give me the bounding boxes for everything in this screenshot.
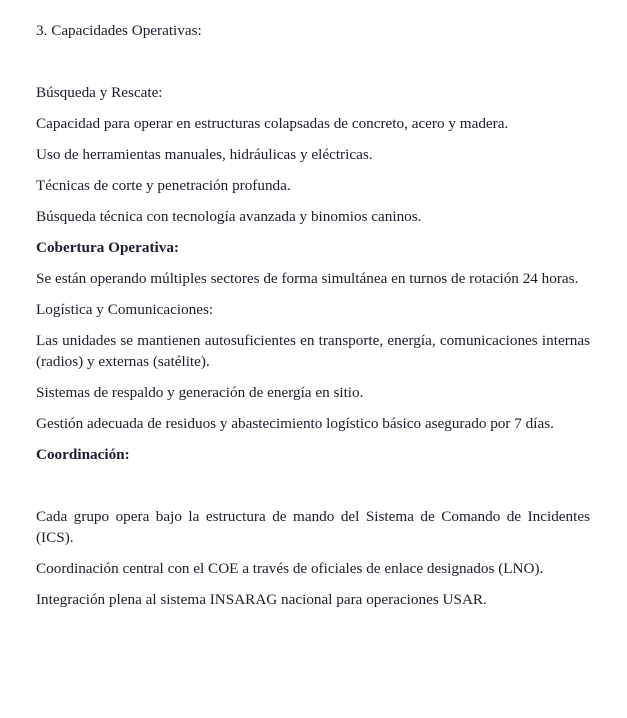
paragraph-coordinacion-coe-lno: Coordinación central con el COE a través de oficiales de enlace designados (LNO). [36,560,544,577]
paragraph-estructura-mando-ics: Cada grupo opera bajo la estructura de mando del Sistema de Comando de Incidentes (ICS). [36,508,590,546]
paragraph-unidades-autosuficientes: Las unidades se mantienen autosuficientes en transporte, energía, comunicaciones internas (radios) y externas (satélite). [36,332,590,370]
paragraph-uso-herramientas: Uso de herramientas manuales, hidráulicas y eléctricas. [36,146,373,163]
paragraph-subheading-logistica-comunicaciones: Logística y Comunicaciones: [36,301,214,318]
document-body [36,20,590,610]
paragraph-sistemas-respaldo: Sistemas de respaldo y generación de energía en sitio. [36,384,364,401]
paragraph-subheading-busqueda-rescate: Búsqueda y Rescate: [36,84,163,101]
paragraph-gestion-residuos: Gestión adecuada de residuos y abastecimiento logístico básico asegurado por 7 días. [36,415,554,432]
paragraph-heading-cobertura-operativa: Cobertura Operativa: [36,239,179,256]
paragraph-integracion-insarag-usar: Integración plena al sistema INSARAG nacional para operaciones USAR. [36,591,487,608]
paragraph-capacidad-estructuras: Capacidad para operar en estructuras colapsadas de concreto, acero y madera. [36,115,509,132]
paragraph-tecnicas-corte: Técnicas de corte y penetración profunda. [36,177,291,194]
paragraph-heading-coordinacion: Coordinación: [36,446,130,463]
paragraph-sectores-simultaneos: Se están operando múltiples sectores de forma simultánea en turnos de rotación 24 horas. [36,270,579,287]
paragraph-busqueda-tecnica: Búsqueda técnica con tecnología avanzada y binomios caninos. [36,208,422,225]
paragraph-section-heading: 3. Capacidades Operativas: [36,22,202,39]
